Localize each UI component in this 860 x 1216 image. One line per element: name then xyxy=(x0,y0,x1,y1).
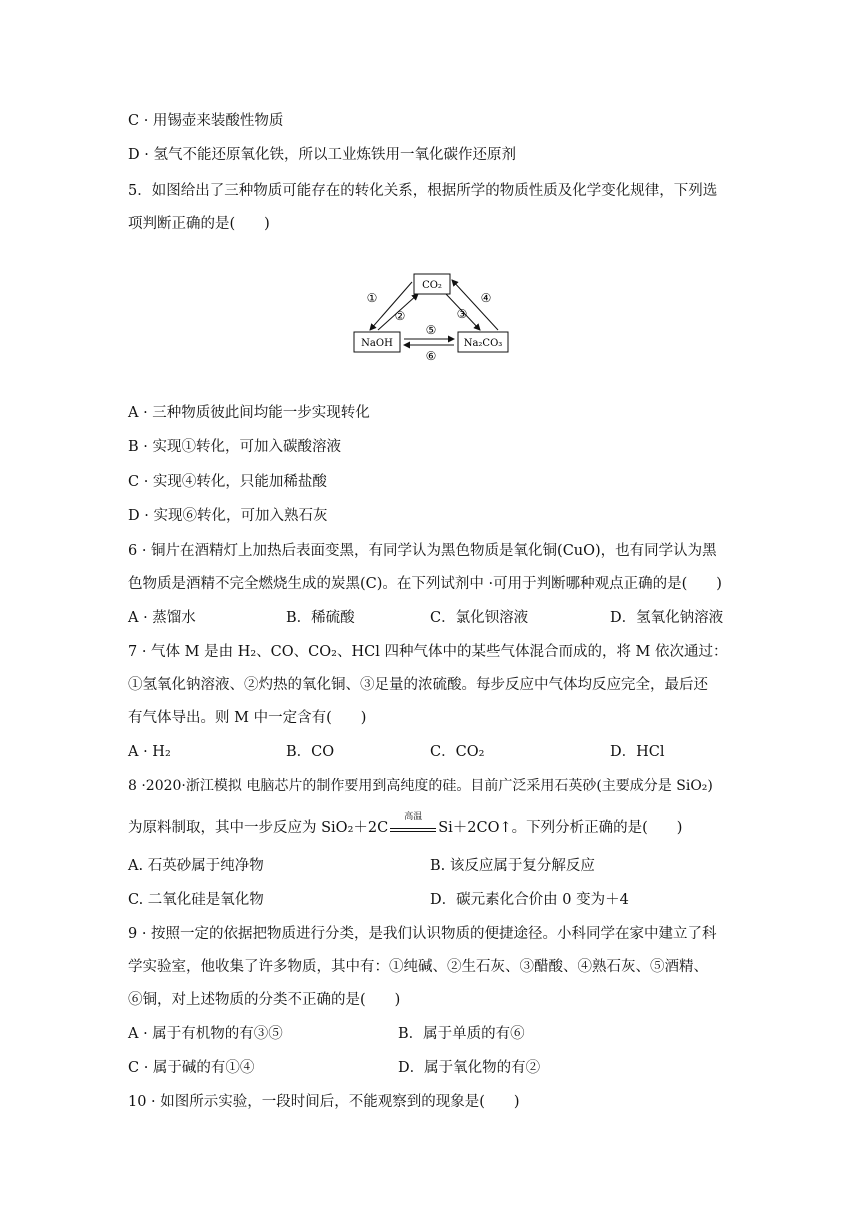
q6-option-d: D．氢氧化钠溶液 xyxy=(610,610,724,626)
q8-stem-line2 xyxy=(128,812,683,838)
reaction-condition xyxy=(390,812,436,832)
q4-option-d: D · 氢气不能还原氧化铁，所以工业炼铁用一氧化碳作还原剂 xyxy=(128,147,516,163)
q5-stem-line2: 项判断正确的是( ) xyxy=(128,216,270,232)
q7-stem-line1: 7 · 气体 M 是由 H₂、CO、CO₂、HCl 四种气体中的某些气体混合而成的，将 M 依次通过： xyxy=(128,644,728,660)
q9-stem-line1: 9 · 按照一定的依据把物质进行分类，是我们认识物质的便捷途径。小科同学在家中建立了科 xyxy=(128,926,717,942)
q9-option-c: C · 属于碱的有①④ xyxy=(128,1060,255,1076)
arrow-4 xyxy=(452,280,498,330)
equals-sign xyxy=(390,828,436,832)
arrow-1 xyxy=(370,282,412,330)
q7-stem-line2: ①氢氧化钠溶液、②灼热的氧化铜、③足量的浓硫酸。每步反应中气体均反应完全，最后还 xyxy=(128,677,708,693)
q7-option-c: C．CO₂ xyxy=(430,744,485,760)
q6-stem-line2: 色物质是酒精不完全燃烧生成的炭黑(C)。在下列试剂中 ·可用于判断哪种观点正确的是( ) xyxy=(128,576,722,592)
q6-option-b: B．稀硫酸 xyxy=(286,610,355,626)
q5-option-a: A · 三种物质彼此间均能一步实现转化 xyxy=(128,405,370,421)
q8-stem-line1: 8 ·2020·浙江模拟 电脑芯片的制作要用到高纯度的硅。目前广泛采用石英砂(主要成分是 SiO₂) xyxy=(128,778,713,794)
q6-stem-line1: 6 · 铜片在酒精灯上加热后表面变黑，有同学认为黑色物质是氧化铜(CuO)，也有同学认为黑 xyxy=(128,543,717,559)
q4-option-c: C · 用锡壶来装酸性物质 xyxy=(128,113,284,129)
q8-option-a: A. 石英砂属于纯净物 xyxy=(128,858,264,874)
q5-option-d: D · 实现⑥转化，可加入熟石灰 xyxy=(128,508,328,524)
q8-option-b: B. 该反应属于复分解反应 xyxy=(430,858,595,874)
label-6: ⑥ xyxy=(425,349,437,363)
q5-option-c: C · 实现④转化，只能加稀盐酸 xyxy=(128,474,327,490)
label-4: ④ xyxy=(480,291,492,305)
label-1: ① xyxy=(366,291,378,305)
q7-stem-line3: 有气体导出。则 M 中一定含有( ) xyxy=(128,710,367,726)
label-5: ⑤ xyxy=(425,323,437,337)
naoh-label: NaOH xyxy=(361,338,393,349)
q9-option-b: B．属于单质的有⑥ xyxy=(398,1026,525,1042)
q9-option-a: A · 属于有机物的有③⑤ xyxy=(128,1026,283,1042)
label-2: ② xyxy=(394,309,406,323)
co2-label: CO₂ xyxy=(422,280,442,291)
q5-option-b: B · 实现①转化，可加入碳酸溶液 xyxy=(128,439,341,455)
q9-stem-line3: ⑥铜，对上述物质的分类不正确的是( ) xyxy=(128,992,401,1008)
q9-option-d: D．属于氧化物的有② xyxy=(398,1060,541,1076)
condition-label: 高温 xyxy=(404,812,423,822)
q8-option-d: D．碳元素化合价由 0 变为＋4 xyxy=(430,892,629,908)
q5-conversion-diagram xyxy=(348,270,528,370)
q8-equation-left: 为原料制取，其中一步反应为 SiO₂＋2C xyxy=(128,820,389,836)
q6-option-c: C．氯化钡溶液 xyxy=(430,610,529,626)
label-3: ③ xyxy=(456,307,468,321)
q10-stem-line1: 10 · 如图所示实验，一段时间后，不能观察到的现象是( ) xyxy=(128,1094,520,1110)
q5-stem-line1: 5．如图给出了三种物质可能存在的转化关系，根据所学的物质性质及化学变化规律，下列选 xyxy=(128,183,718,199)
na2co3-label: Na₂CO₃ xyxy=(463,338,503,349)
q7-option-a: A · H₂ xyxy=(128,744,171,760)
q8-option-c: C. 二氧化硅是氧化物 xyxy=(128,892,264,908)
q7-option-b: B．CO xyxy=(286,744,335,760)
q8-equation-right: Si＋2CO↑。下列分析正确的是( ) xyxy=(438,820,683,836)
q7-option-d: D．HCl xyxy=(610,744,665,760)
q6-option-a: A · 蒸馏水 xyxy=(128,610,196,626)
q9-stem-line2: 学实验室，他收集了许多物质，其中有：①纯碱、②生石灰、③醋酸、④熟石灰、⑤酒精、 xyxy=(128,959,708,975)
